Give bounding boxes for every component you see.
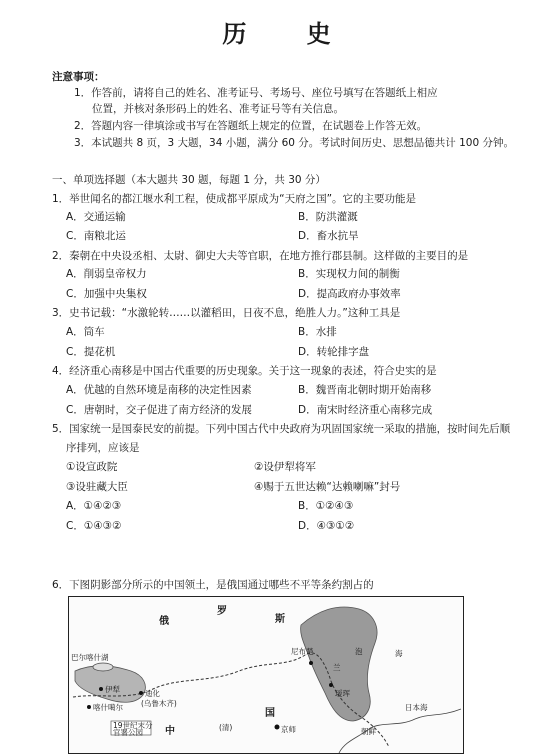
list-item: ③设驻藏大臣 [66,481,128,493]
map-label: 罗 [217,606,227,617]
map-label: 俄 [159,616,169,627]
option-c[interactable]: C．①④③② [66,520,122,532]
map-legend-label: 19世纪末分 [113,721,153,730]
option-a[interactable]: A．削弱皇帝权力 [66,268,147,280]
map-label: 斯 [275,614,285,625]
question-stem: 2．秦朝在中央设丞相、太尉、御史大夫等官职，在地方推行郡县制。这样做的主要目的是 [52,250,469,262]
map-label: 国 [265,708,275,719]
map-label: 兰 [333,663,341,672]
map-label: 泡 [355,647,363,656]
option-d[interactable]: D．转轮排字盘 [298,346,370,358]
option-c[interactable]: C．加强中央集权 [66,288,147,300]
question-stem: 4．经济重心南移是中国古代重要的历史现象。关于这一现象的表述，符合史实的是 [52,365,437,377]
option-b[interactable]: B．①②④③ [298,500,354,512]
question-stem: 3．史书记载：“水激轮转……以灌稻田，日夜不息，绝胜人力。”这种工具是 [52,307,401,319]
map-label: 海 [395,649,403,658]
historical-map [68,596,464,754]
map-label: 伊犁 [105,685,120,694]
map-label: 朝鲜 [361,727,376,736]
map-label: 巴尔喀什湖 [71,653,109,662]
notice-item: 1．作答前，请将自己的姓名、准考证号、考场号、座位号填写在答题纸上相应 [74,87,438,99]
list-item: ④赐于五世达赖“达赖喇嘛”封号 [254,481,401,493]
option-a[interactable]: A．优越的自然环境是南移的决定性因素 [66,384,252,396]
option-b[interactable]: B．水排 [298,326,337,338]
option-d[interactable]: D．④③①② [298,520,355,532]
page-title: 历 史 [222,19,357,48]
map-label: 中 [165,726,175,737]
option-d[interactable]: D．南宋时经济重心南移完成 [298,404,433,416]
option-d[interactable]: D．提高政府办事效率 [298,288,401,300]
capital-marker [275,725,280,730]
list-item: ②设伊犁将军 [254,461,316,473]
city-marker [309,661,313,665]
option-b[interactable]: B．魏晋南北朝时期开始南移 [298,384,432,396]
option-b[interactable]: B．防洪灌溉 [298,211,358,223]
question-stem: 1．举世闻名的都江堰水利工程，使成都平原成为“天府之国”。它的主要功能是 [52,193,417,205]
notice-item: 2．答题内容一律填涂或书写在答题纸上规定的位置，在试题卷上作答无效。 [74,120,428,132]
option-c[interactable]: C．唐朝时，交子促进了南方经济的发展 [66,404,252,416]
option-c[interactable]: C．南粮北运 [66,230,126,242]
map-label: (乌鲁木齐) [141,699,177,708]
option-b[interactable]: B．实现权力间的制衡 [298,268,400,280]
option-a[interactable]: A．①④②③ [66,500,122,512]
question-stem: 5．国家统一是国泰民安的前提。下列中国古代中央政府为巩固国家统一采取的措施，按时间先后顺 [52,423,511,435]
map-label: 迪化 [145,689,160,698]
list-item: ①设宣政院 [66,461,118,473]
lake-marker [93,663,113,671]
notice-heading: 注意事项： [52,71,105,83]
city-marker [139,691,143,695]
map-legend-label: 官署公园 [113,728,143,737]
notice-item: 位置，并核对条形码上的姓名、准考证号等有关信息。 [92,103,344,115]
question-stem-cont: 序排列，应该是 [66,442,140,454]
option-a[interactable]: A．筒车 [66,326,105,338]
option-c[interactable]: C．提花机 [66,346,116,358]
map-label: 日本海 [405,703,428,712]
map-label: 喀什噶尔 [93,703,123,712]
city-marker [87,705,91,709]
ceded-area-northwest [75,666,145,703]
map-label: 京师 [281,725,296,734]
city-marker [99,687,103,691]
option-a[interactable]: A．交通运输 [66,211,126,223]
question-stem: 6．下图阴影部分所示的中国领土，是俄国通过哪些不平等条约割占的 [52,579,374,591]
option-d[interactable]: D．畜水抗旱 [298,230,359,242]
city-marker [329,683,333,687]
map-label: 瑷珲 [335,689,350,698]
section-heading: 一、单项选择题（本大题共 30 题，每题 1 分，共 30 分） [52,174,326,186]
map-label: 尼布楚 [291,647,314,656]
map-label: (清) [219,723,233,732]
notice-item: 3．本试题共 8 页，3 大题，34 小题，满分 60 分。考试时间历史、思想品德共计 100 分钟。 [74,137,515,149]
